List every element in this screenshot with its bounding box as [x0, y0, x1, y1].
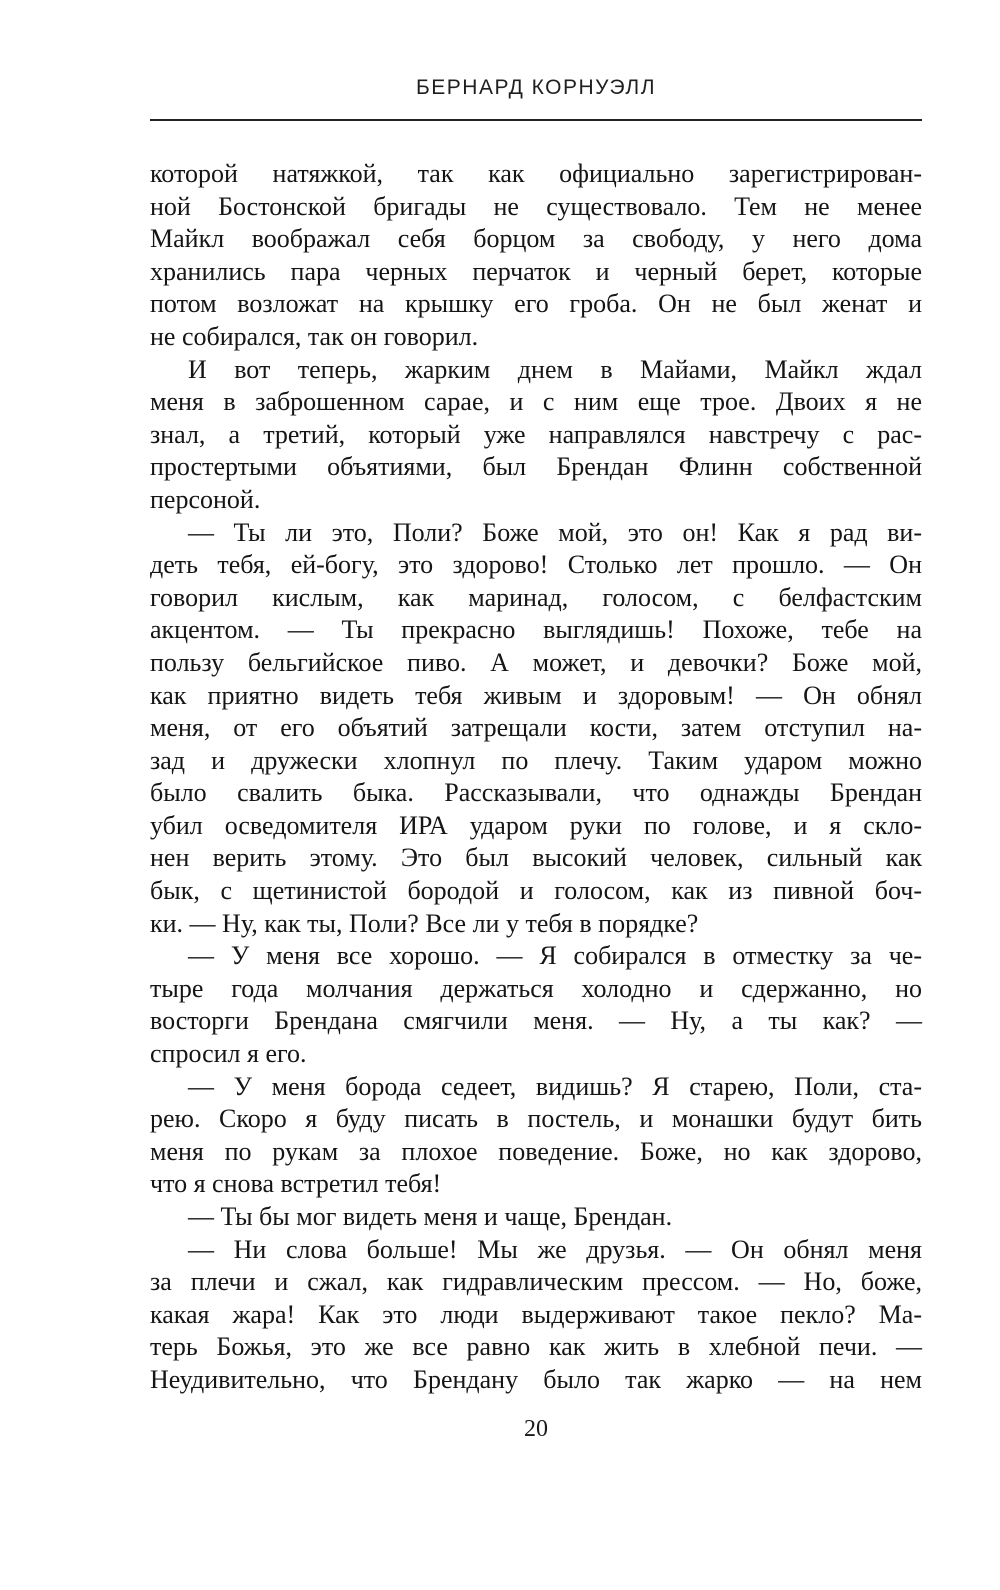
text-line: которой натяжкой, так как официально зарегистрирован- — [150, 159, 922, 188]
text-line: что я снова встретил тебя! — [150, 1169, 442, 1199]
text-line: акцентом. — Ты прекрасно выглядишь! Похоже, тебе на — [150, 615, 922, 645]
text-line: персоной. — [150, 484, 261, 514]
text-line: пользу бельгийское пиво. А может, и девочки? Боже мой, — [150, 647, 922, 677]
text-line: бык, с щетинистой бородой и голосом, как из пивной боч- — [150, 876, 922, 906]
text-line: было свалить быка. Рассказывали, что однажды Брендан — [150, 778, 922, 808]
page-number: 20 — [524, 1416, 548, 1442]
body-text — [150, 158, 922, 1397]
text-line: не собирался, так он говорил. — [150, 321, 479, 351]
text-line: спросил я его. — [150, 1039, 307, 1069]
text-line: Неудивительно, что Брендану было так жарко — на нем — [150, 1364, 922, 1394]
text-line: меня в заброшенном сарае, и с ним еще трое. Двоих я не — [150, 387, 922, 417]
text-line: терь Божья, это же все равно как жить в хлебной печи. — — [150, 1332, 922, 1362]
text-line: меня, от его объятий затрещали кости, затем отступил на- — [150, 713, 922, 743]
running-head-author: БЕРНАРД КОРНУЭЛЛ — [416, 76, 656, 99]
text-line: ной Бостонской бригады не существовало. Тем не менее — [150, 191, 922, 221]
text-line: говорил кислым, как маринад, голосом, с белфастским — [150, 582, 922, 612]
text-line: — Ни слова больше! Мы же друзья. — Он обнял меня — [188, 1234, 922, 1264]
header-rule — [150, 119, 922, 121]
text-line: простертыми объятиями, был Брендан Флинн собственной — [150, 452, 922, 482]
text-line: знал, а третий, который уже направлялся навстречу с рас- — [150, 419, 922, 449]
text-line: какая жара! Как это люди выдерживают такое пекло? Ма- — [150, 1299, 922, 1329]
text-line: — Ты бы мог видеть меня и чаще, Брендан. — [188, 1202, 673, 1231]
text-line: зад и дружески хлопнул по плечу. Таким ударом можно — [150, 745, 922, 775]
text-line: И вот теперь, жарким днем в Майами, Майкл ждал — [188, 354, 922, 384]
text-line: — У меня все хорошо. — Я собирался в отместку за че- — [188, 941, 922, 971]
text-line: тыре года молчания держаться холодно и сдержанно, но — [150, 973, 922, 1003]
text-line: потом возложат на крышку его гроба. Он не был женат и — [150, 289, 922, 319]
text-line: Майкл воображал себя борцом за свободу, у него дома — [150, 224, 922, 254]
text-line: восторги Брендана смягчили меня. — Ну, а ты как? — — [150, 1006, 922, 1036]
text-line: убил осведомителя ИРА ударом руки по голове, и я скло- — [150, 810, 922, 840]
text-line: — У меня борода седеет, видишь? Я старею, Поли, ста- — [188, 1071, 922, 1101]
text-line: нен верить этому. Это был высокий человек, сильный как — [150, 843, 922, 873]
text-line: рею. Скоро я буду писать в постель, и монашки будут бить — [150, 1104, 922, 1134]
text-line: меня по рукам за плохое поведение. Боже, но как здорово, — [150, 1136, 922, 1166]
text-line: деть тебя, ей-богу, это здорово! Столько лет прошло. — Он — [150, 550, 922, 580]
text-line: хранились пара черных перчаток и черный берет, которые — [150, 256, 922, 286]
text-line: ки. — Ну, как ты, Поли? Все ли у тебя в порядке? — [150, 908, 699, 938]
text-line: — Ты ли это, Поли? Боже мой, это он! Как я рад ви- — [188, 517, 922, 547]
text-line: за плечи и сжал, как гидравлическим прессом. — Но, боже, — [150, 1267, 922, 1297]
text-line: как приятно видеть тебя живым и здоровым! — Он обнял — [150, 680, 922, 710]
